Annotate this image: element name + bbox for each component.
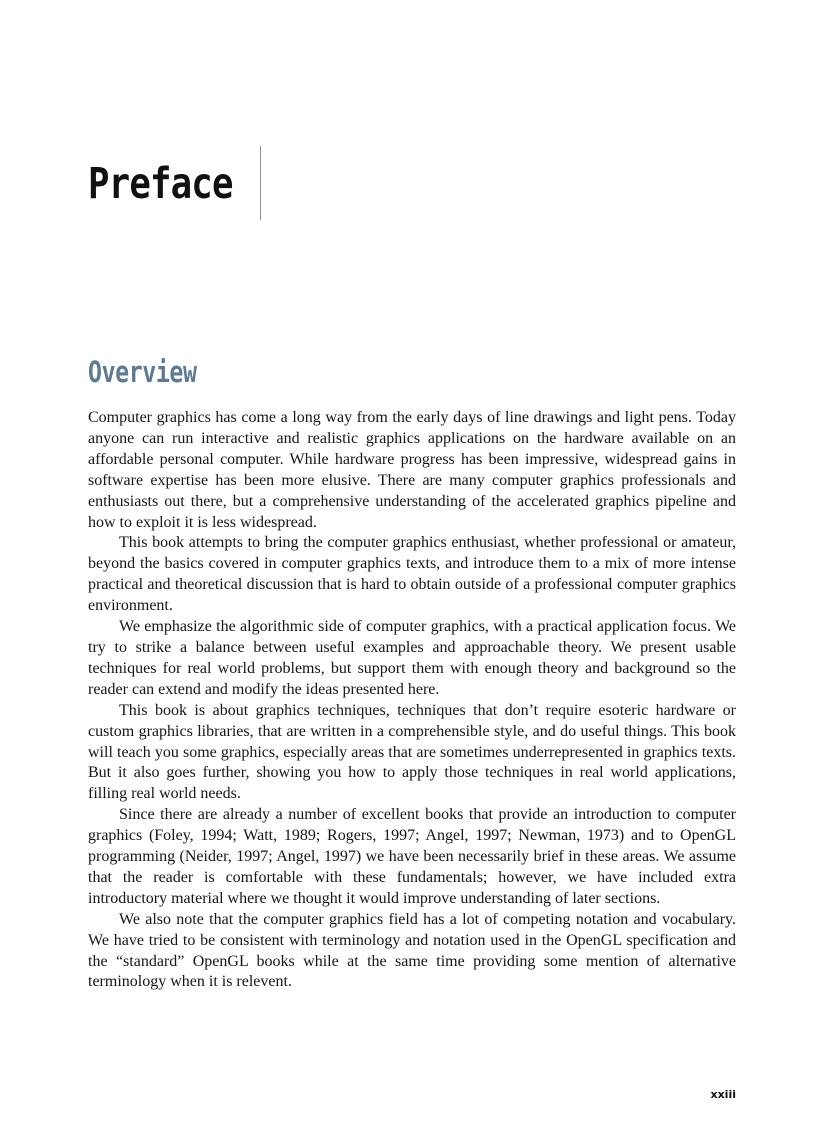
section-heading: Overview [88, 355, 197, 389]
paragraph: This book is about graphics techniques, techniques that don’t require esoteric hardware or custom graphics libraries, that are written in a comprehensible style, and do useful things. This book will teach you some graphics, especially areas that are sometimes underrepresented in graphics texts. But it also goes further, showing you how to apply those techniques in real world applications, filling real world needs. [88, 701, 736, 803]
paragraph: Computer graphics has come a long way from the early days of line drawings and light pens. Today anyone can run interactive and realistic graphics applications on the hardware available on an affordable personal computer. While hardware progress has been impressive, widespread gains in software expertise has been more elusive. There are many computer graphics professionals and enthusiasts out there, but a comprehensive understanding of the accelerated graphics pipeline and how to exploit it is less widespread. [88, 409, 736, 531]
paragraph: We also note that the computer graphics field has a lot of competing notation and vocabulary. We have tried to be consistent with terminology and notation used in the OpenGL specification and the “standard” OpenGL books while at the same time providing some mention of alternative terminology when it is relevent. [88, 910, 736, 991]
page-number: xxiii [710, 1088, 736, 1101]
paragraph: Since there are already a number of excellent books that provide an introduction to computer graphics (Foley, 1994; Watt, 1989; Rogers, 1997; Angel, 1997; Newman, 1973) and to OpenGL programming (Neider, 1997; Angel, 1997) we have been necessarily brief in these areas. We assume that the reader is comfortable with these fundamentals; however, we have included extra introductory material where we thought it would improve understanding of later sections. [88, 806, 736, 907]
title-divider-rule [260, 146, 261, 220]
body-text [88, 408, 736, 993]
paragraph: This book attempts to bring the computer graphics enthusiast, whether professional or amateur, beyond the basics covered in computer graphics texts, and introduce them to a mix of more intense practical and theoretical discussion that is hard to obtain outside of a professional computer graphics environment. [88, 534, 736, 615]
paragraph: We emphasize the algorithmic side of computer graphics, with a practical application focus. We try to strike a balance between useful examples and approachable theory. We present usable techniques for real world problems, but support them with enough theory and background so the reader can extend and modify the ideas presented here. [88, 618, 736, 698]
chapter-title: Preface [88, 159, 233, 209]
